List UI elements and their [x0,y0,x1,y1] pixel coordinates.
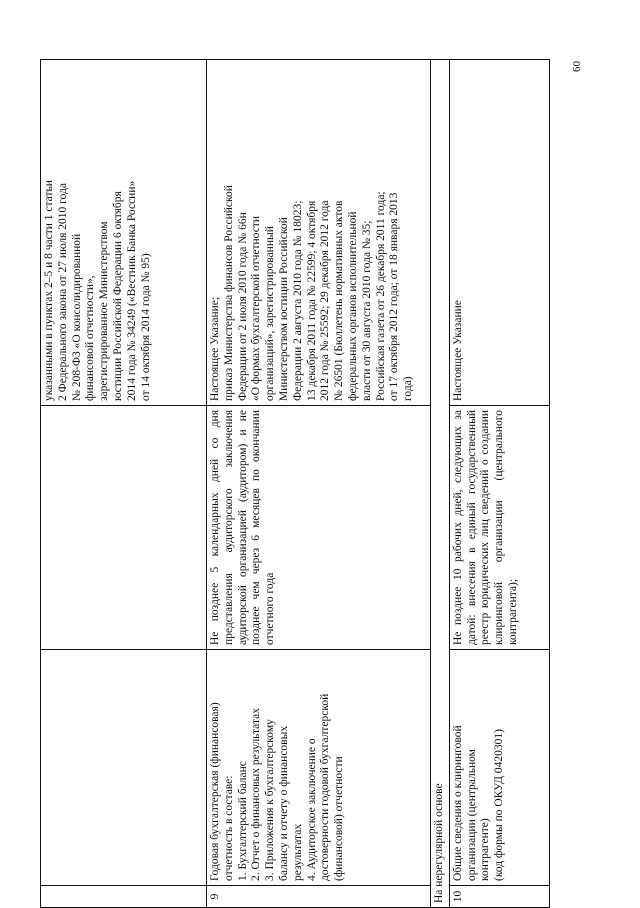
regulation-line: власти от 30 августа 2010 года № 35; [360,220,373,401]
row-number-cell [41,886,207,908]
form-name-line: 3. Приложения к бухгалтерскому [264,719,277,881]
row-number: 10 [449,886,549,908]
regulation-line: Министерством юстиции Российской [277,217,290,401]
form-name-line: балансу и отчету о финансовых [277,725,290,881]
form-name-line: (финансовой) отчетности [333,756,346,881]
form-name-line: результатах [291,823,304,881]
regulation-line: Федерации 2 августа 2010 года № 18023; [291,200,304,401]
regulation-line: от 17 октября 2012 года; от 18 января 2013 [388,192,401,401]
form-name-line: Общие сведения о клиринговой [451,725,464,881]
deadline-text: Не позднее 5 календарных дней со дня представления аудиторского заключения аудиторской организацией (аудитором) и не позднее чем через 6 месяцев по окончании отчетного года [207,406,431,650]
form-name-line: достоверности годовой бухгалтерской [319,693,332,881]
regulation-line: № 208-ФЗ «О консолидированной [70,233,83,401]
table-section-row [431,60,450,908]
form-name-line: 4. Аудиторское заключение о [305,738,318,881]
form-name-cell [207,650,431,886]
form-name-cell [41,650,207,886]
regulation-line: Российская газета от 26 декабря 2011 года; [374,191,387,401]
regulation-line: 2014 года № 34249 («Вестник Банка России» [125,180,138,401]
regulation-line: года) [402,376,415,401]
reporting-table [40,59,550,908]
regulation-line: Настоящее Указание [451,300,464,401]
form-name-line: отчетность в составе: [222,775,235,881]
regulation-cell [41,60,207,406]
regulation-line: указанными в пунктах 2–5 и 8 части 1 статьи [43,180,55,401]
regulation-line: федеральных органов исполнительной [346,211,359,401]
regulation-line: «О формах бухгалтерской отчетности [250,216,263,401]
regulation-line: зарегистрированное Министерством [98,221,111,401]
regulation-line: Настоящее Указание; [209,296,221,401]
form-name-line: 2. Отчет о финансовых результатах [250,708,263,881]
form-name-line: Годовая бухгалтерская (финансовая) [209,702,221,881]
regulation-line: 13 декабря 2011 года № 22599; 4 октября [305,200,318,401]
form-name-line: контрагенте) [479,818,492,881]
regulation-line: финансовой отчетности», [84,275,97,401]
regulation-line: организаций», зарегистрированный [264,226,277,401]
regulation-line: Федерации от 2 июля 2010 года № 66н [236,212,249,401]
table-row-10 [449,60,549,908]
regulation-line: № 26501 (Бюллетень нормативных актов [333,200,346,401]
form-name-line: (код формы по ОКУД 0420301) [493,729,506,881]
regulation-line: 2 Федерального закона от 27 июля 2010 года [56,183,69,401]
form-name-cell [449,650,549,886]
page-number: 60 [571,61,583,73]
regulation-line: 2012 года № 25592; 29 декабря 2012 года [319,200,332,401]
row-number: 9 [207,886,431,908]
deadline-text: Не позднее 10 рабочих дней, следующих за датой: внесения в единый государственный реестр юридических лиц сведений о создании клиринговой организации (центрального контрагента); [449,406,549,650]
table-row-9 [207,60,431,908]
section-heading: На нерегулярной основе [431,60,450,908]
form-name-line: 1. Бухгалтерский баланс [236,761,249,881]
regulation-cell [207,60,431,406]
table-row-continuation [41,60,207,908]
deadline-cell [41,406,207,650]
form-name-line: организации (центральном [465,749,478,881]
regulation-line: юстиции Российской Федерации 6 октября [111,191,124,401]
regulation-line: приказ Министерства финансов Российской [222,185,235,401]
rotated-sheet [40,60,560,908]
regulation-line: от 14 октября 2014 года № 95) [139,253,152,401]
regulation-cell [449,60,549,406]
